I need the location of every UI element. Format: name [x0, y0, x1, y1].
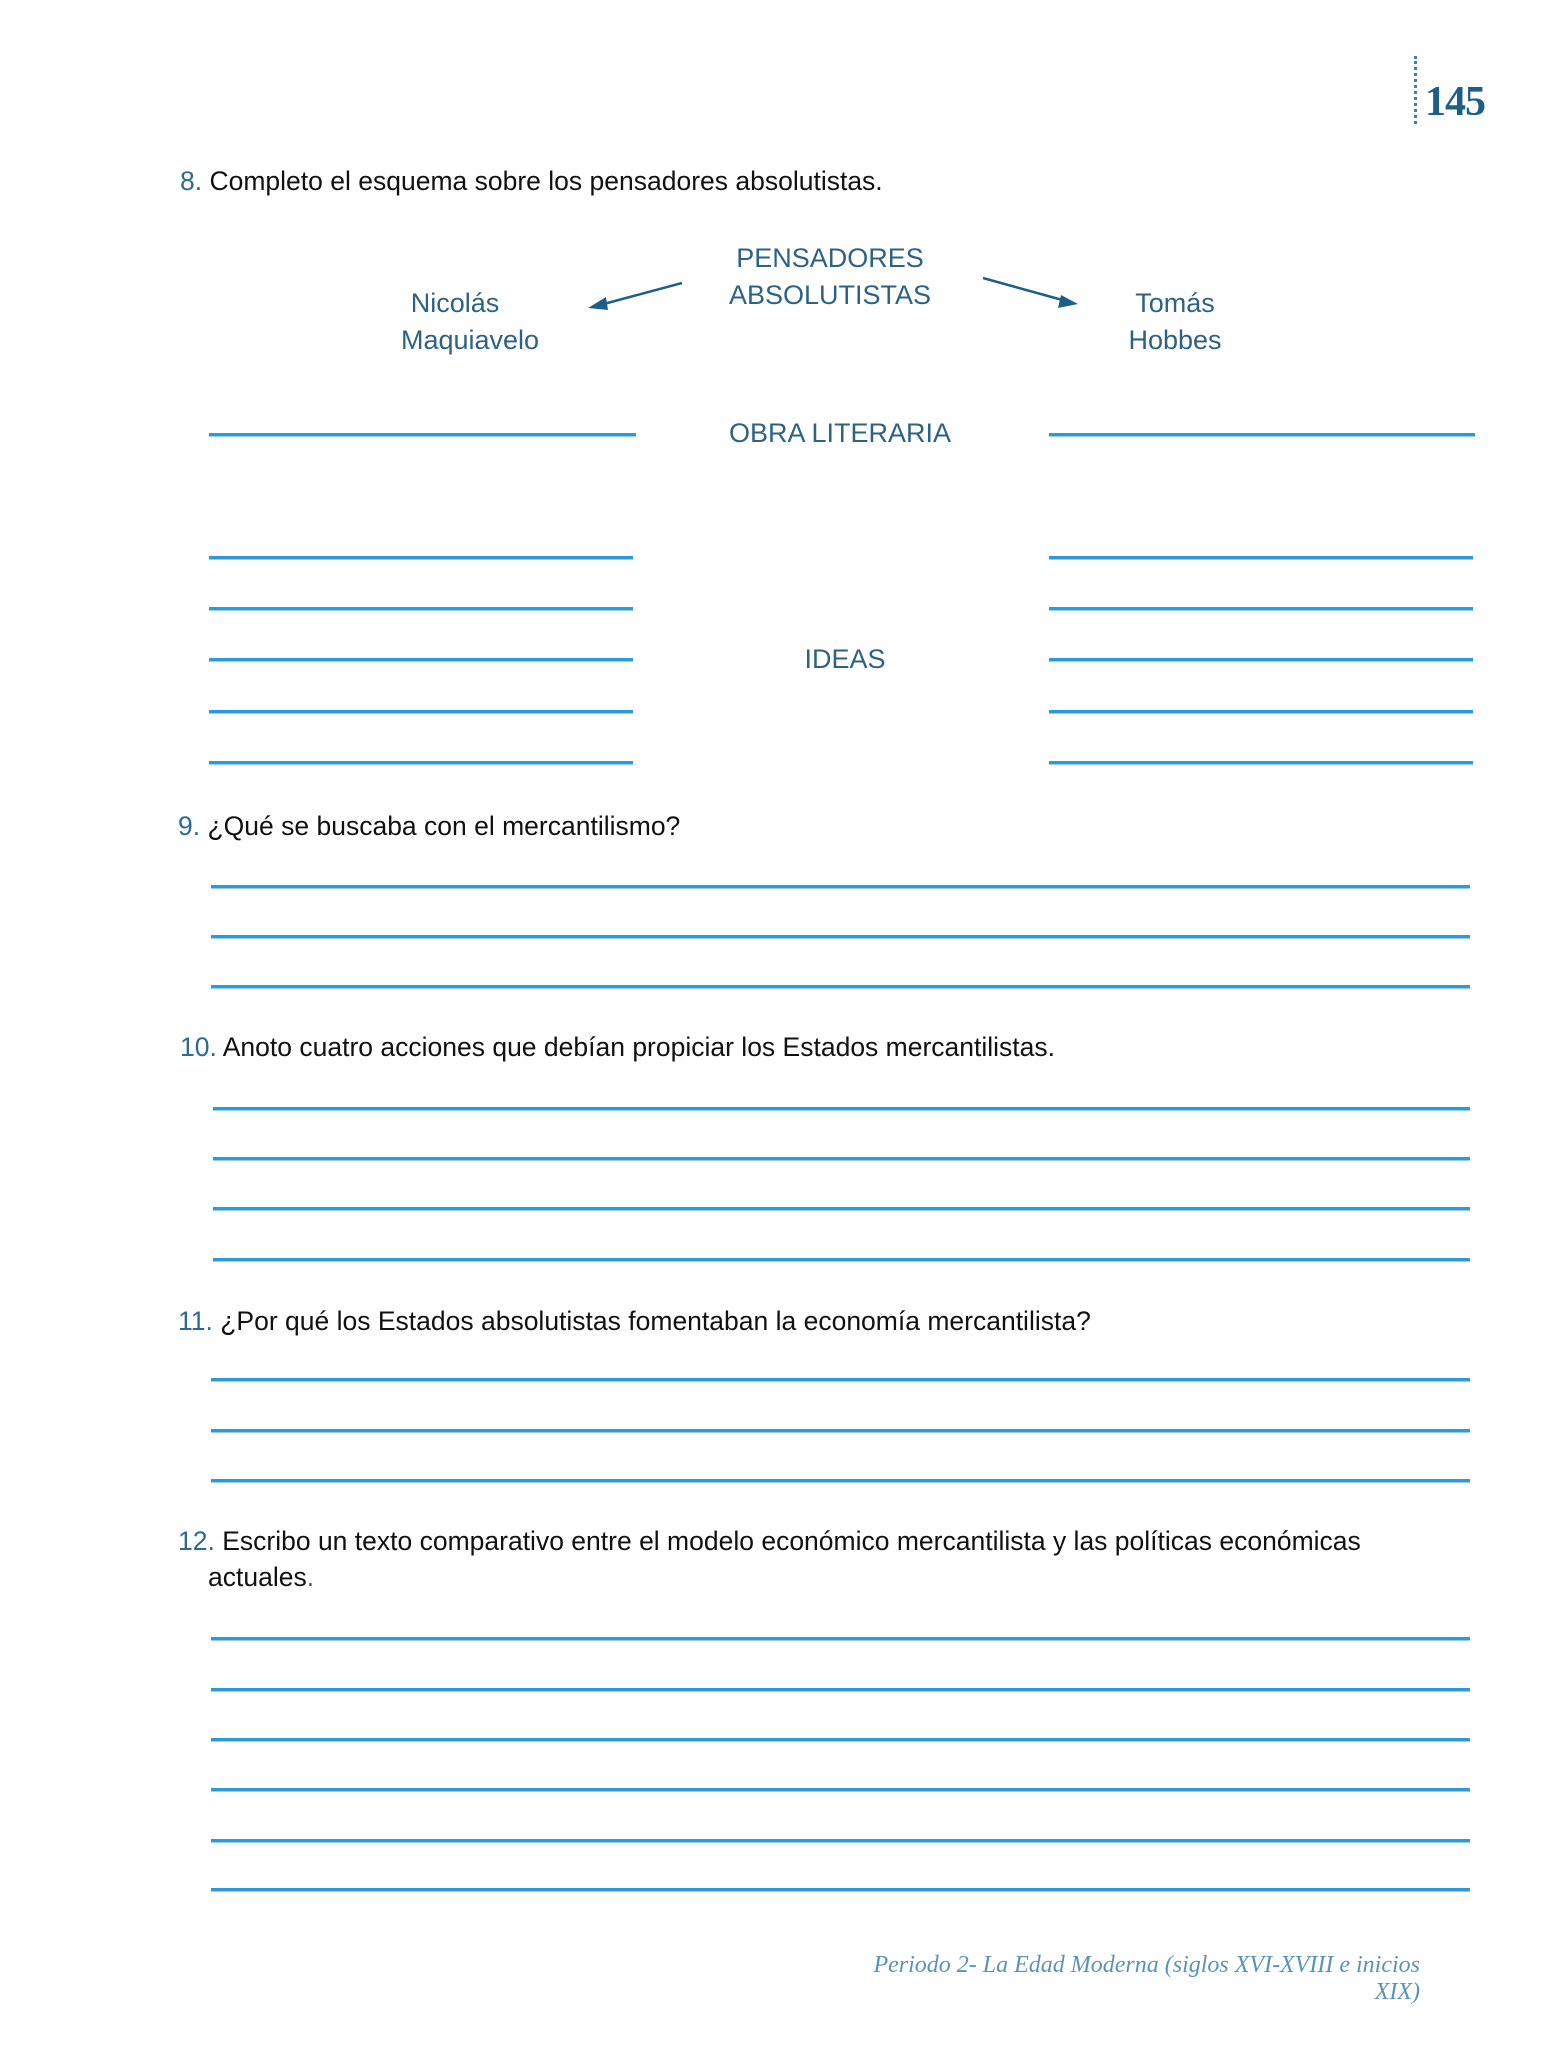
thinker-left-last-name: Maquiavelo — [400, 325, 540, 355]
answer-line-obra-left[interactable] — [209, 433, 636, 437]
answer-line-q12[interactable] — [211, 1888, 1470, 1892]
question-number: 8. — [180, 166, 203, 196]
answer-line-q12[interactable] — [211, 1738, 1470, 1742]
question-number: 9. — [178, 811, 201, 841]
answer-line-q9[interactable] — [211, 935, 1470, 939]
answer-line-q12[interactable] — [211, 1688, 1470, 1692]
thinker-left — [370, 285, 570, 359]
answer-line-ideas-left[interactable] — [209, 607, 633, 611]
answer-line-q10[interactable] — [213, 1107, 1470, 1111]
answer-line-ideas-left[interactable] — [209, 556, 633, 560]
question-text: Completo el esquema sobre los pensadores absolutistas. — [209, 166, 883, 196]
answer-line-q9[interactable] — [211, 985, 1470, 989]
answer-line-q10[interactable] — [213, 1207, 1470, 1211]
question-12 — [178, 1523, 1478, 1595]
row-label-ideas: IDEAS — [804, 644, 886, 674]
question-text-period: . — [306, 1562, 315, 1592]
row-label-obra: OBRA LITERARIA — [728, 418, 952, 448]
thinker-right-last-name: Hobbes — [1128, 325, 1222, 355]
question-number: 10. — [180, 1032, 217, 1062]
answer-line-q11[interactable] — [211, 1378, 1470, 1382]
answer-line-ideas-right[interactable] — [1049, 607, 1473, 611]
question-text: ¿Qué se buscaba con el mercantilismo? — [207, 811, 681, 841]
thinker-right-first-name: Tomás — [1135, 288, 1215, 318]
thinker-left-first-name: Nicolás — [410, 288, 500, 318]
center-title-line1: PENSADORES — [736, 243, 924, 273]
question-text: ¿Por qué los Estados absolutistas fomentaban la economía mercantilista? — [220, 1306, 1091, 1336]
answer-line-q9[interactable] — [211, 885, 1470, 889]
answer-line-q10[interactable] — [213, 1258, 1470, 1262]
question-11 — [178, 1303, 1091, 1339]
answer-line-ideas-right[interactable] — [1049, 710, 1473, 714]
thinker-right — [1075, 285, 1275, 359]
answer-line-ideas-left[interactable] — [209, 658, 633, 662]
center-title-line2: ABSOLUTISTAS — [728, 280, 932, 310]
question-9 — [178, 808, 680, 844]
answer-line-obra-right[interactable] — [1049, 433, 1475, 437]
answer-line-ideas-right[interactable] — [1049, 658, 1473, 662]
question-text: Escribo un texto comparativo entre el modelo económico mercantilista y las políticas económicas — [222, 1526, 1361, 1556]
arrow-right-icon — [0, 0, 1564, 400]
answer-line-q12[interactable] — [211, 1839, 1470, 1843]
question-number: 12. — [178, 1526, 215, 1556]
answer-line-ideas-right[interactable] — [1049, 761, 1473, 765]
question-text: Anoto cuatro acciones que debían propiciar los Estados mercantilistas. — [222, 1032, 1056, 1062]
answer-line-q12[interactable] — [211, 1637, 1470, 1641]
question-text-line2: actuales — [208, 1562, 307, 1592]
answer-line-ideas-left[interactable] — [209, 761, 633, 765]
answer-line-q12[interactable] — [211, 1788, 1470, 1792]
answer-line-q11[interactable] — [211, 1479, 1470, 1483]
answer-line-ideas-left[interactable] — [209, 710, 633, 714]
question-10 — [180, 1029, 1055, 1065]
answer-line-q10[interactable] — [213, 1157, 1470, 1161]
page-footer: Periodo 2- La Edad Moderna (siglos XVI-XVIII e inicios XIX) — [873, 1952, 1420, 2005]
page-number: 145 — [1425, 79, 1485, 125]
answer-line-ideas-right[interactable] — [1049, 556, 1473, 560]
answer-line-q11[interactable] — [211, 1429, 1470, 1433]
question-number: 11. — [178, 1306, 213, 1336]
